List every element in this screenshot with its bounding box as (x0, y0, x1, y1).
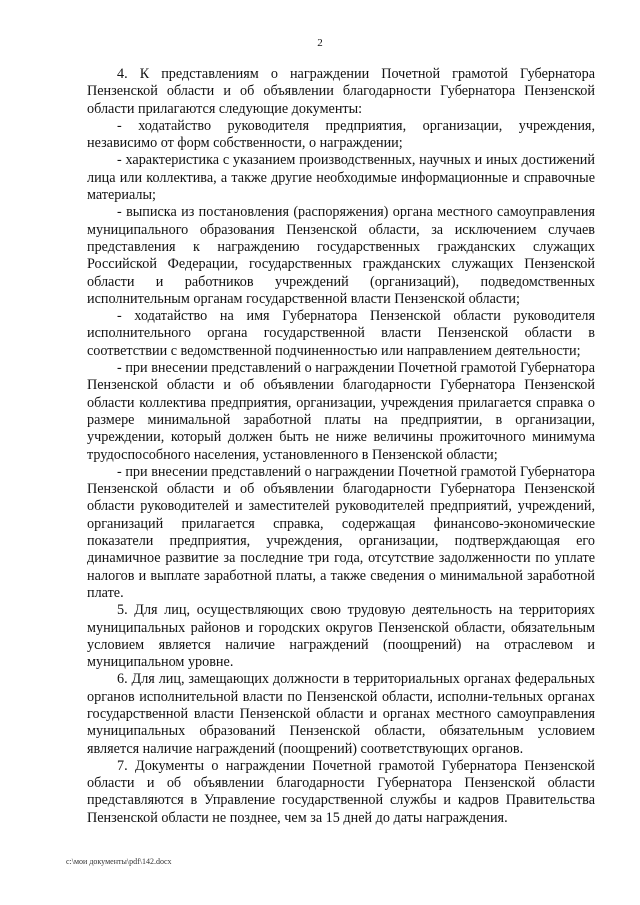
page-number: 2 (317, 37, 323, 49)
list-item-collective-wage-certificate: - при внесении представлений о награждении Почетной грамотой Губернатора Пензенской области и об объявлении благодарности Губернатора Пензенской области коллектива предприятия, организации, учреждения прилагается справка о размере минимальной заработной платы на предприятии, в организации, учреждении, который должен быть не ниже величины прожиточного минимума трудоспособного населения, установленного в Пензенской области; (87, 360, 595, 463)
list-item-characteristic: - характеристика с указанием производственных, научных и иных достижений лица или коллектива, а также другие необходимые информационные и справочные материалы; (87, 152, 595, 204)
paragraph-item-6: 6. Для лиц, замещающих должности в территориальных органах федеральных органов исполнительной власти по Пензенской области, исполни-тельных органах государственной власти Пензенской области и органах местного самоуправления муниципальных образований Пензенской области, обязательным условием является наличие награждений (поощрений) соответствующих органов. (87, 671, 595, 757)
list-item-managers-financial-certificate: - при внесении представлений о награждении Почетной грамотой Губернатора Пензенской области и об объявлении благодарности Губернатора Пензенской области руководителей и заместителей руководителей предприятий, учреждений, организаций прилагается справка, содержащая финансово-экономические показатели предприятия, учреждения, организации, подтверждающая его динамичное развитие за последние три года, отсутствие задолженности по уплате налогов и выплате заработной платы, а также сведения о минимальной заработной плате. (87, 463, 595, 601)
paragraph-item-7: 7. Документы о награждении Почетной грамотой Губернатора Пензенской области и об объявлении благодарности Губернатора Пензенской области представляются в Управление государственной службы и кадров Правительства Пензенской области не позднее, чем за 15 дней до даты награждения. (87, 757, 595, 826)
paragraph-item-4: 4. К представлениям о награждении Почетной грамотой Губернатора Пензенской области и об объявлении благодарности Губернатора Пензенской области прилагаются следующие документы: (87, 66, 595, 117)
list-item-petition: - ходатайство руководителя предприятия, организации, учреждения, независимо от форм собственности, о награждении; (87, 117, 595, 152)
paragraph-item-5: 5. Для лиц, осуществляющих свою трудовую деятельность на территориях муниципальных районов и городских округов Пензенской области, обязательным условием является наличие награждений (поощрений) на отраслевом и муниципальном уровне. (87, 602, 595, 671)
list-item-governor-petition: - ходатайство на имя Губернатора Пензенской области руководителя исполнительного органа государственной власти Пензенской области в соответствии с ведомственной подчиненностью или направлением деятельности; (87, 308, 595, 359)
list-item-resolution-extract: - выписка из постановления (распоряжения) органа местного самоуправления муниципального образования Пензенской области, за исключением случаев представления к награждению государственных гражданских служащих Российской Федерации, государственных гражданских служащих Пензенской области и работников учреждений (организаций), подведомственных исполнительным органам государственной власти Пензенской области; (87, 204, 595, 307)
footer-file-path: c:\мои документы\pdf\142.docx (66, 857, 172, 866)
document-body (87, 66, 595, 827)
